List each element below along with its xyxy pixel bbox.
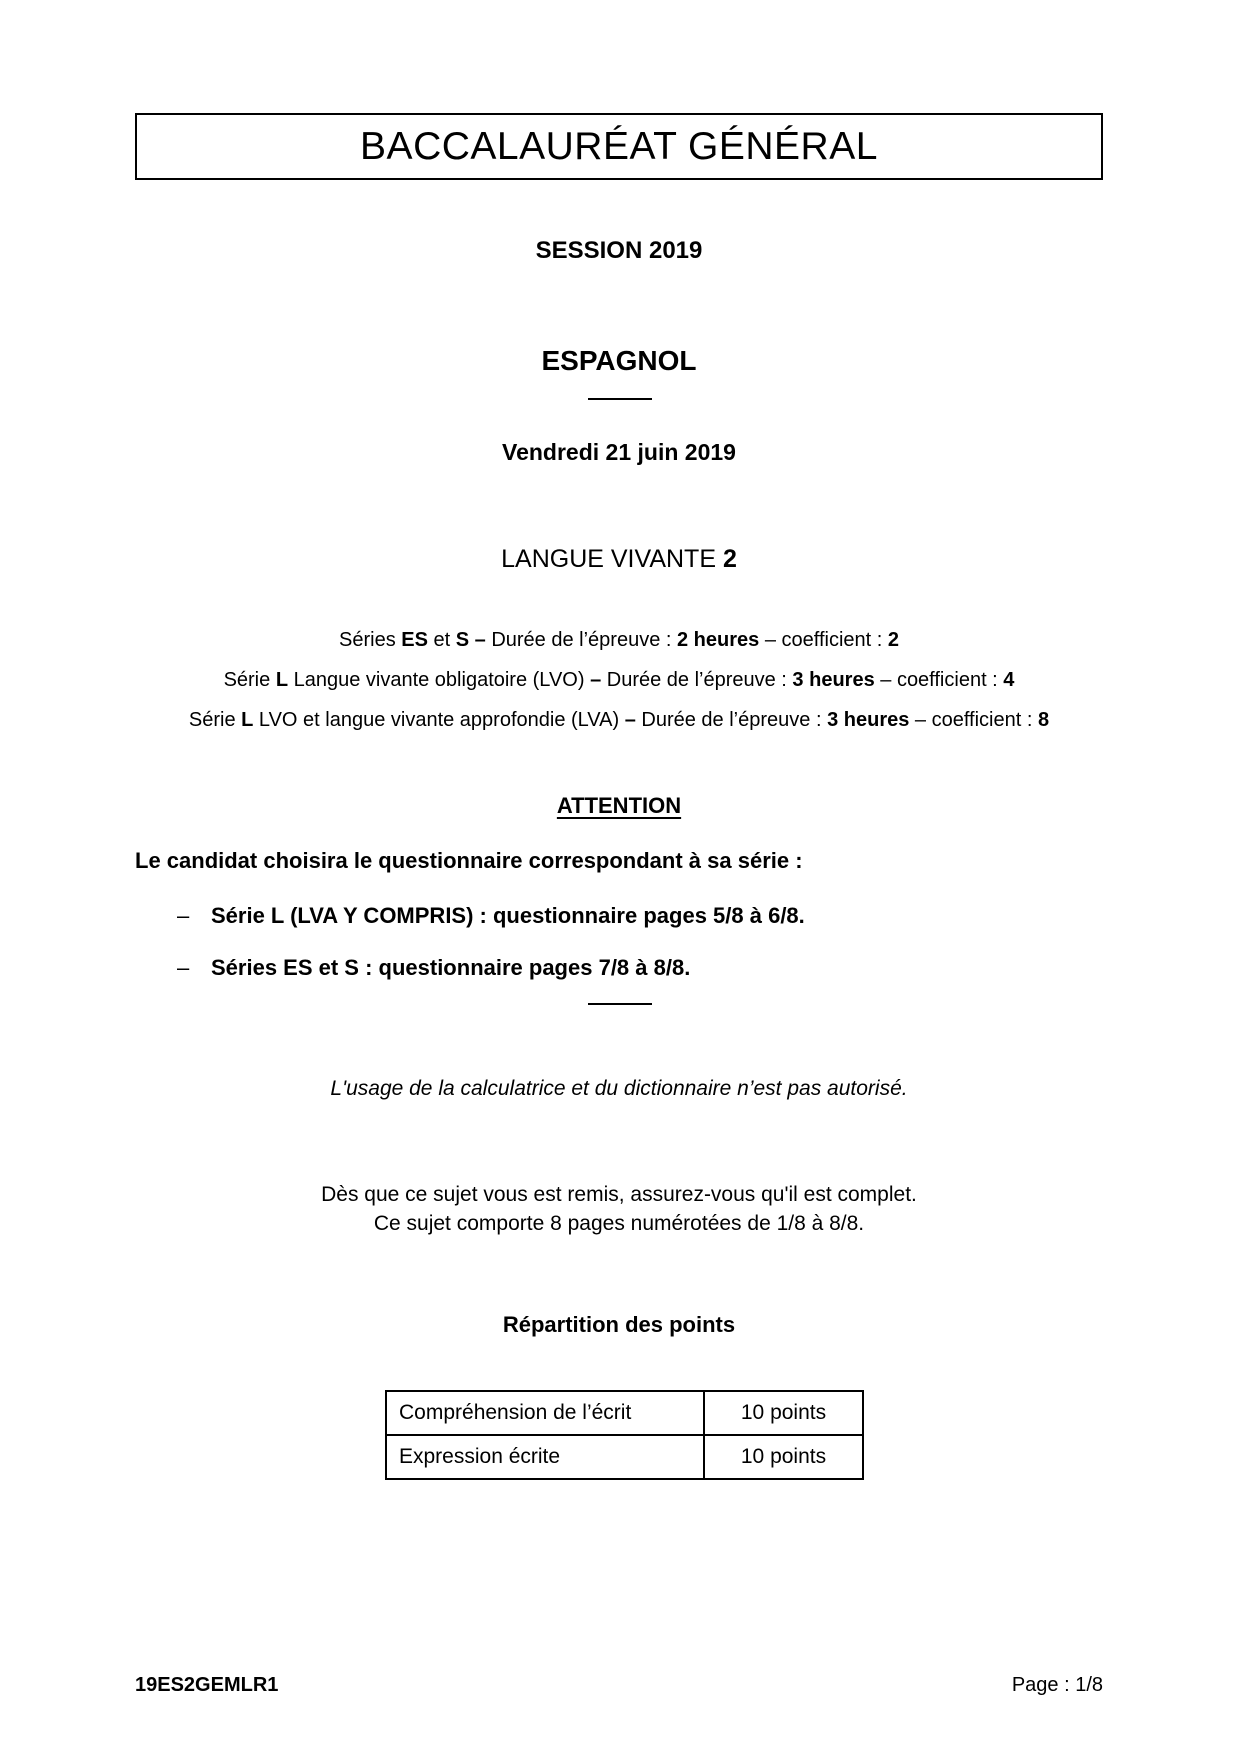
text-segment: 2 [887,629,899,651]
text-segment: – [874,669,897,691]
text-segment: – [909,709,932,731]
calculator-note: L'usage de la calculatrice et du dictionnaire n’est pas autorisé. [330,1077,908,1100]
subject-heading: ESPAGNOL [541,345,697,376]
points-heading: Répartition des points [502,1312,736,1337]
attention-item-series-es-s [135,955,1103,981]
attention-heading-wrap [135,793,1103,819]
separator-line-top [588,398,652,400]
completeness-note [135,1180,1103,1238]
language-level-label: LANGUE VIVANTE [501,545,723,573]
text-segment: 2 heures [677,629,760,651]
text-segment: – [759,629,782,651]
session-heading: SESSION 2019 [535,237,703,264]
title-box [135,113,1103,180]
series-line-es-s [135,620,1103,660]
text-segment: Série [188,709,242,731]
points-row-label: Expression écrite [386,1435,704,1479]
attention-item-serie-l [135,903,1103,929]
exam-title: BACCALAURÉAT GÉNÉRAL [360,124,878,168]
attention-heading: ATTENTION [556,793,682,818]
text-segment: – [590,669,607,691]
page-number: Page : 1/8 [1011,1674,1103,1696]
separator-line-middle [588,1003,652,1005]
points-row-label: Compréhension de l’écrit [386,1391,704,1435]
page-footer [135,1674,1103,1697]
text-segment: 3 heures [792,669,875,691]
text-segment: LVO et langue vivante approfondie (LVA) [253,709,625,731]
points-table-row [386,1391,863,1435]
text-segment: L [275,669,289,691]
text-segment: Durée de l’épreuve : [491,629,677,651]
subject-code: 19ES2GEMLR1 [135,1674,279,1696]
text-segment: ES [401,629,428,651]
completeness-line-1: Dès que ce sujet vous est remis, assurez-vous qu'il est complet. [321,1183,917,1206]
text-segment: coefficient : [931,709,1038,731]
text-segment: 4 [1003,669,1015,691]
series-info-block [135,620,1103,740]
points-row-value: 10 points [704,1435,863,1479]
completeness-line-2: Ce sujet comporte 8 pages numérotées de 1/8 à 8/8. [373,1212,865,1235]
text-segment: Séries [339,629,402,651]
text-segment: coefficient : [781,629,888,651]
dash-bullet: – [177,955,190,980]
points-table-row [386,1435,863,1479]
series-line-l-lvo [135,660,1103,700]
text-segment: et [427,629,456,651]
dash-bullet: – [177,903,190,928]
points-row-value: 10 points [704,1391,863,1435]
text-segment: Langue vivante obligatoire (LVO) [288,669,591,691]
attention-item-text: Série L (LVA Y COMPRIS) : questionnaire pages 5/8 à 6/8. [211,903,805,928]
language-level-heading [135,545,1103,574]
series-line-l-lva [135,700,1103,740]
exam-date: Vendredi 21 juin 2019 [502,439,736,465]
language-level-number: 2 [722,545,737,573]
attention-intro: Le candidat choisira le questionnaire correspondant à sa série : [135,848,803,873]
text-segment: Série [223,669,276,691]
text-segment: Durée de l’épreuve : [641,709,828,731]
text-segment: Durée de l’épreuve : [606,669,793,691]
text-segment: 3 heures [827,709,910,731]
text-segment: L [241,709,254,731]
text-segment: coefficient : [896,669,1004,691]
points-table [385,1390,864,1480]
text-segment: – [469,629,492,651]
text-segment: 8 [1037,709,1050,731]
attention-item-text: Séries ES et S : questionnaire pages 7/8 à 8/8. [211,955,691,980]
text-segment: – [624,709,642,731]
text-segment: S [455,629,470,651]
